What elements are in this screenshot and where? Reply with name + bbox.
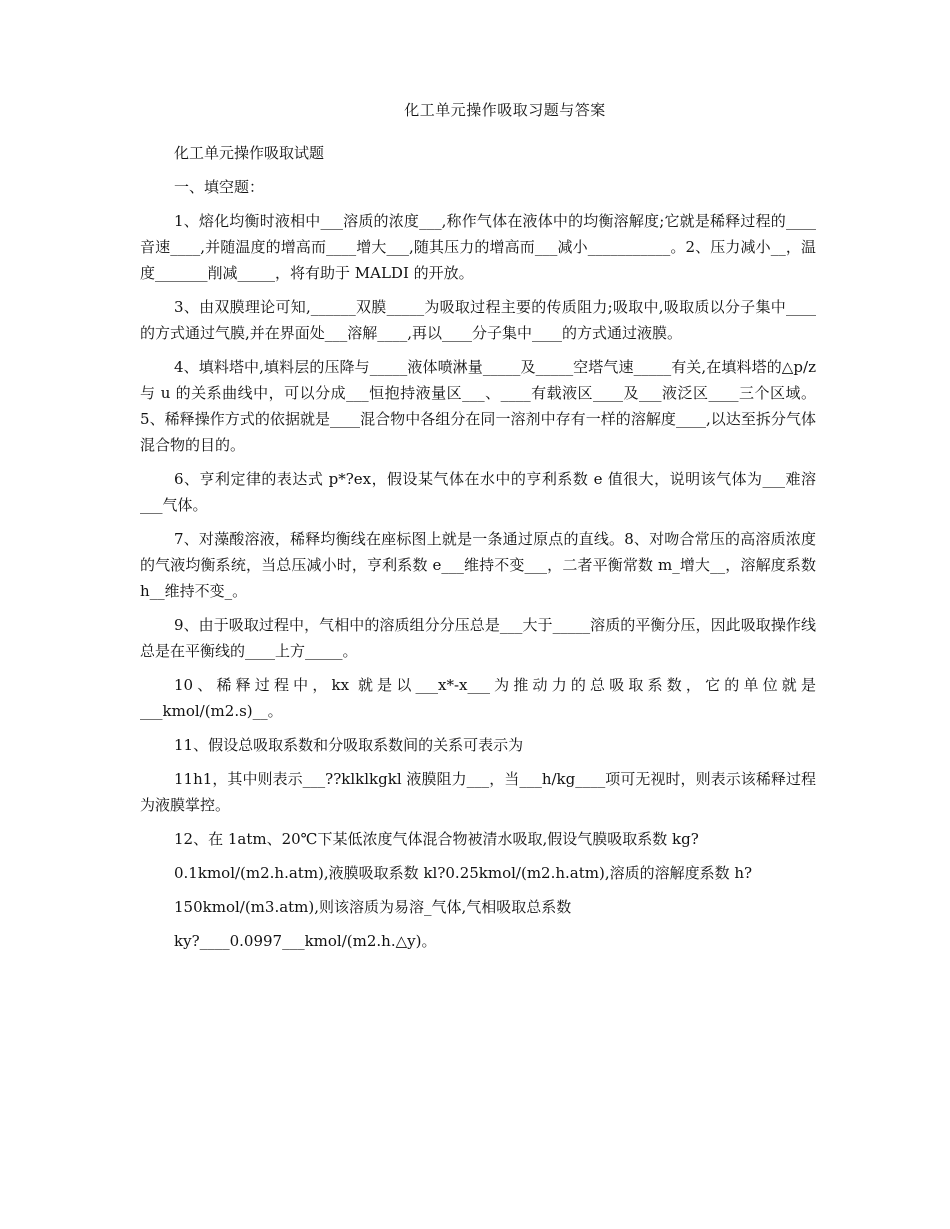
question-9: 9、由于吸取过程中，气相中的溶质组分分压总是___大于_____溶质的平衡分压，因此吸取操作线总是在平衡线的____上方_____。	[140, 616, 816, 660]
document-subtitle: 化工单元操作吸取试题	[174, 144, 325, 162]
document-body	[140, 140, 816, 962]
question-6: 6、亨利定律的表达式 p*?ex，假设某气体在水中的亨利系数 e 值很大，说明该气体为___难溶___气体。	[140, 470, 816, 514]
question-1-2: 1、熔化均衡时液相中___溶质的浓度___,称作气体在液体中的均衡溶解度;它就是稀释过程的____音速____,并随温度的增高而____增大___,随其压力的增高而___减小___________。2、压力减小__，温度_______削减_____，将有助于 MALDI 的开放。	[140, 212, 816, 282]
question-4-5: 4、填料塔中,填料层的压降与_____液体喷淋量_____及_____空塔气速_____有关,在填料塔的△p/z 与 u 的关系曲线中，可以分成___恒抱持液量区___、____有载液区____及___液泛区____三个区域。5、稀释操作方式的依据就是____混合物中各组分在同一溶剂中存有一样的溶解度____,以达至拆分气体混合物的目的。	[140, 358, 816, 454]
question-7-8: 7、对藻酸溶液，稀释均衡线在座标图上就是一条通过原点的直线。8、对吻合常压的高溶质浓度的气液均衡系统，当总压减小时，亨利系数 e___维持不变___，二者平衡常数 m_增大__，溶解度系数 h__维持不变_。	[140, 530, 816, 600]
question-12-line4: ky?____0.0997___kmol/(m2.h.△y)。	[174, 932, 437, 950]
question-12-line3: 150kmol/(m3.atm),则该溶质为易溶_气体,气相吸取总系数	[174, 898, 572, 916]
question-12-line2: 0.1kmol/(m2.h.atm),液膜吸取系数 kl?0.25kmol/(m2.h.atm),溶质的溶解度系数 h?	[174, 864, 753, 882]
section-heading: 一、填空题：	[174, 178, 265, 196]
question-10: 10、稀释过程中，kx 就是以___x*-x___为推动力的总吸取系数，它的单位就是___kmol/(m2.s)__。	[140, 676, 816, 720]
question-12: 12、在 1atm、20℃下某低浓度气体混合物被清水吸取,假设气膜吸取系数 kg?	[174, 830, 699, 848]
question-3: 3、由双膜理论可知,______双膜_____为吸取过程主要的传质阻力;吸取中,吸取质以分子集中____的方式通过气膜,并在界面处___溶解____,再以____分子集中____的方式通过液膜。	[140, 298, 816, 342]
question-11: 11、假设总吸取系数和分吸取系数间的关系可表示为	[174, 736, 524, 754]
question-11-cont: 11h1，其中则表示___??klklkgkl 液膜阻力___，当___h/kg____项可无视时，则表示该稀释过程为液膜掌控。	[140, 770, 816, 814]
document-title: 化工单元操作吸取习题与答案	[404, 101, 606, 119]
